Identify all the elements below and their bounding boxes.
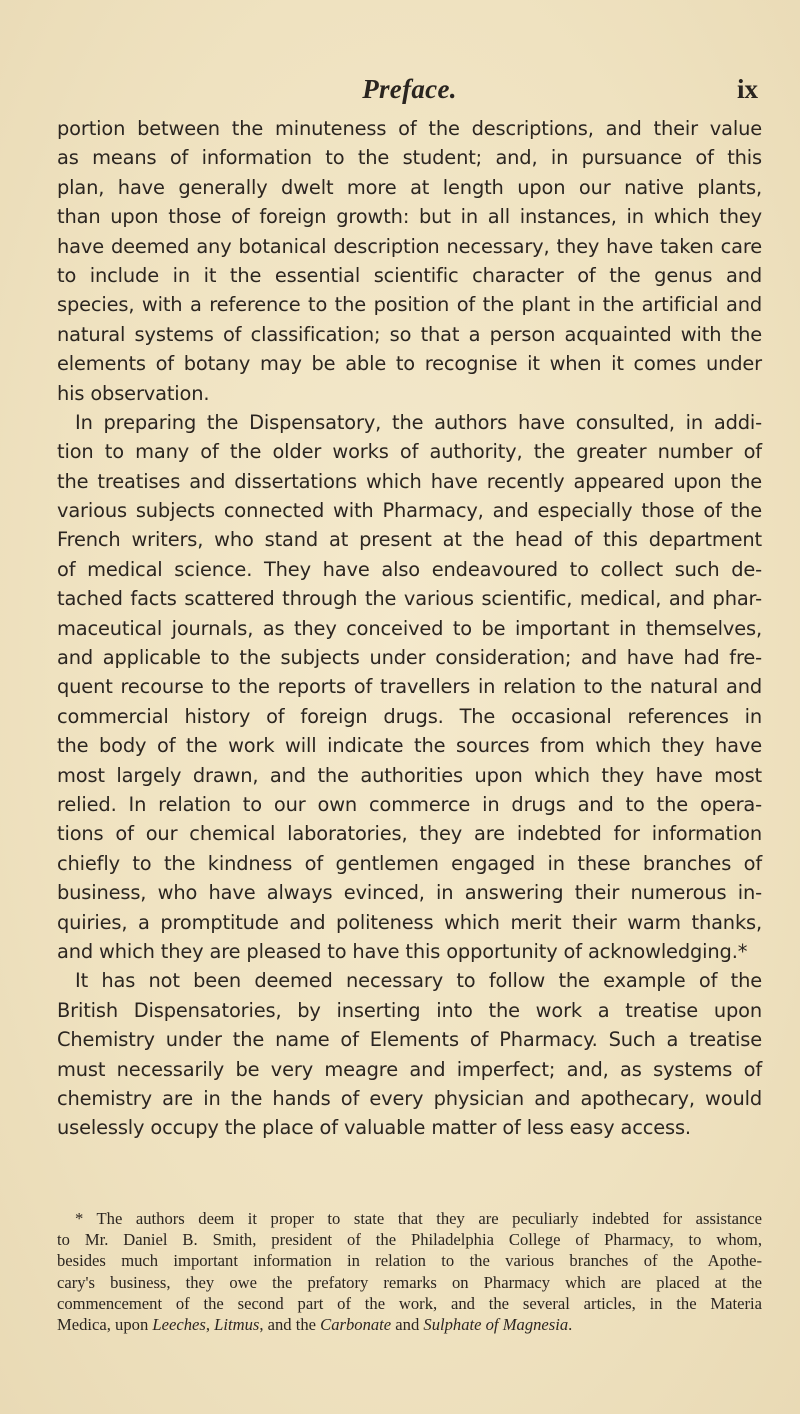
text-line: the treatises and dissertations which have recently appeared upon the xyxy=(57,469,762,493)
footnote-line: cary's business, they owe the prefatory remarks on Pharmacy which are placed at the xyxy=(57,1272,762,1292)
text-line: to include in it the essential scientific character of the genus and xyxy=(57,263,762,287)
text-line: quent recourse to the reports of travellers in relation to the natural and xyxy=(57,675,762,699)
page-number: ix xyxy=(736,74,758,104)
text-line: and which they are pleased to have this opportunity of acknowledging.* xyxy=(57,939,748,963)
text-line: must necessarily be very meagre and imperfect; and, as systems of xyxy=(57,1057,762,1081)
footnote-line: besides much important information in relation to the various branches of the Apothe- xyxy=(57,1251,762,1271)
text-line: most largely drawn, and the authorities upon which they have most xyxy=(57,763,762,787)
text-line: tached facts scattered through the various scientific, medical, and phar- xyxy=(57,587,762,611)
text-line: species, with a reference to the position of the plant in the artificial and xyxy=(57,293,762,317)
footnote xyxy=(57,1208,762,1335)
text-line: elements of botany may be able to recognise it when it comes under xyxy=(57,352,762,376)
footnote-italic-term: Litmus xyxy=(214,1314,260,1334)
footnote-text: , and the xyxy=(259,1314,321,1334)
text-line: plan, have generally dwelt more at length upon our native plants, xyxy=(57,175,762,199)
footnote-text: and xyxy=(391,1314,424,1334)
page-title: Preface. xyxy=(362,74,457,104)
text-line: his observation. xyxy=(57,381,210,405)
text-line: have deemed any botanical description necessary, they have taken care xyxy=(57,234,762,258)
footnote-line: commencement of the second part of the work, and the several articles, in the Materia xyxy=(57,1293,762,1313)
text-line: as means of information to the student; and, in pursuance of this xyxy=(57,146,762,170)
text-line: natural systems of classification; so that a person acquainted with the xyxy=(57,322,762,346)
text-line: Chemistry under the name of Elements of Pharmacy. Such a treatise xyxy=(57,1028,762,1052)
text-line: tions of our chemical laboratories, they are indebted for information xyxy=(57,822,762,846)
text-line: French writers, who stand at present at the head of this department xyxy=(57,528,762,552)
text-line: business, who have always evinced, in answering their numerous in- xyxy=(57,881,762,905)
footnote-italic-term: Carbonate xyxy=(320,1314,392,1334)
text-line: portion between the minuteness of the descriptions, and their value xyxy=(57,117,762,140)
text-line: various subjects connected with Pharmacy, and especially those of the xyxy=(57,499,762,523)
text-line: tion to many of the older works of authority, the greater number of xyxy=(57,440,762,464)
text-line: maceutical journals, as they conceived to be important in themselves, xyxy=(57,616,762,640)
footnote-text: . xyxy=(568,1314,573,1334)
text-line: British Dispensatories, by inserting into the work a treatise upon xyxy=(57,998,762,1022)
text-line: uselessly occupy the place of valuable matter of less easy access. xyxy=(57,1116,691,1140)
text-line: of medical science. They have also endeavoured to collect such de- xyxy=(57,557,762,581)
text-line: commercial history of foreign drugs. The occasional references in xyxy=(57,704,762,728)
text-line: than upon those of foreign growth: but in all instances, in which they xyxy=(57,205,762,229)
text-line: quiries, a promptitude and politeness which merit their warm thanks, xyxy=(57,910,762,934)
text-line: relied. In relation to our own commerce in drugs and to the opera- xyxy=(57,792,762,816)
text-line: and applicable to the subjects under consideration; and have had fre- xyxy=(57,646,762,670)
text-line: the body of the work will indicate the sources from which they have xyxy=(57,734,762,758)
footnote-text: , xyxy=(205,1314,215,1334)
text-line: In preparing the Dispensatory, the authors have consulted, in addi- xyxy=(75,410,762,434)
footnote-italic-term: Sulphate of Magnesia xyxy=(423,1314,569,1334)
body-text xyxy=(57,114,762,1143)
footnote-line: to Mr. Daniel B. Smith, president of the Philadelphia College of Pharmacy, to whom, xyxy=(57,1230,762,1250)
footnote-italic-term: Leeches xyxy=(152,1314,206,1334)
footnote-line xyxy=(57,1314,762,1335)
running-header xyxy=(57,74,762,106)
text-line: chiefly to the kindness of gentlemen engaged in these branches of xyxy=(57,851,762,875)
footnote-line: * The authors deem it proper to state that they are peculiarly indebted for assistance xyxy=(75,1209,762,1228)
footnote-text: Medica, upon xyxy=(57,1314,153,1334)
text-line: It has not been deemed necessary to follow the example of the xyxy=(75,969,762,993)
text-line: chemistry are in the hands of every physician and apothecary, would xyxy=(57,1086,762,1110)
